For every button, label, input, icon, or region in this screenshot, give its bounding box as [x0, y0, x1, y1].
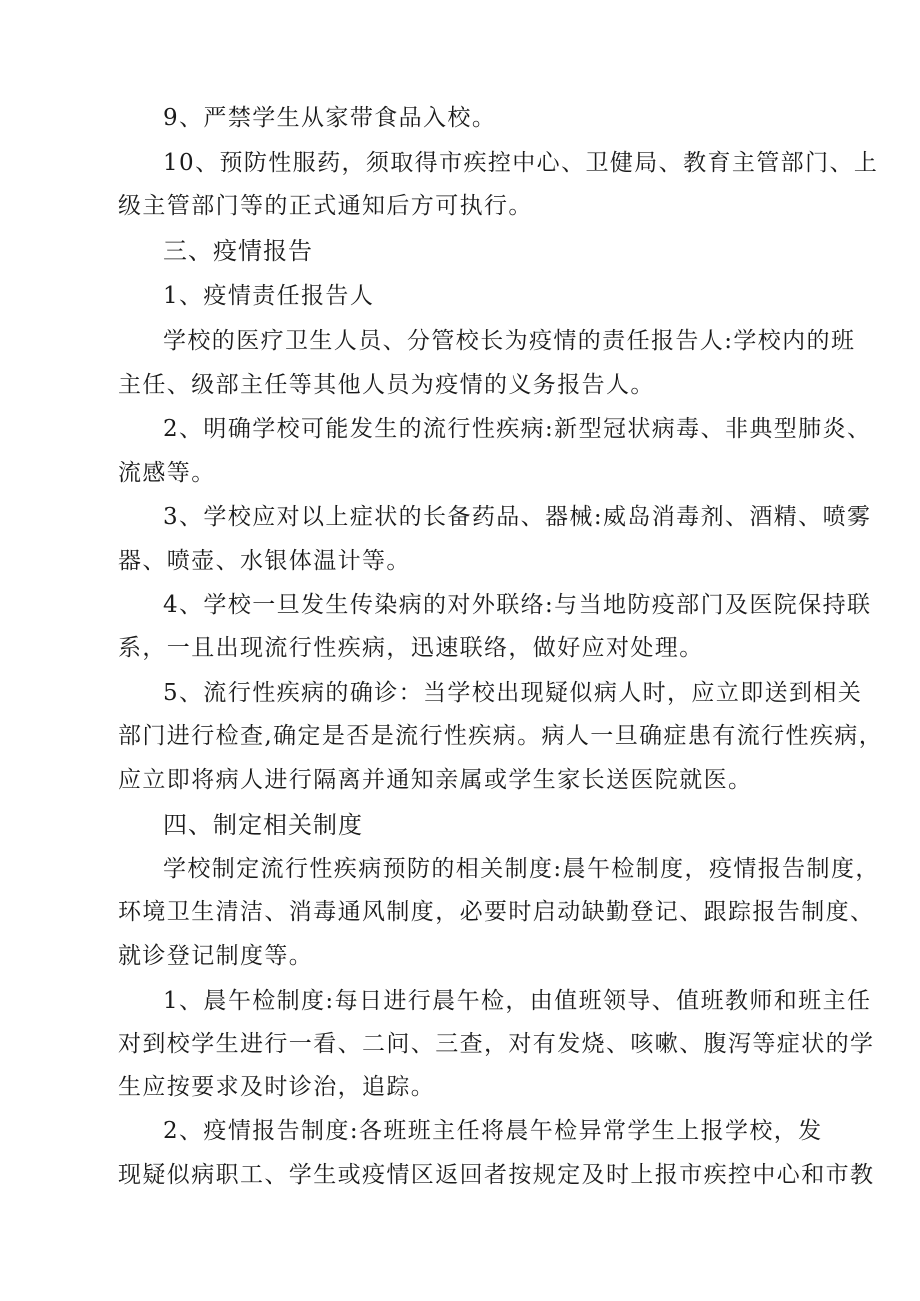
item-3-line-2: 器、喷壶、水银体温计等。 [118, 548, 411, 574]
rule-2-line-1: 2、疫情报告制度:各班班主任将晨午检异常学生上报学校，发 [163, 1118, 823, 1144]
item-2-line-1: 2、明确学校可能发生的流行性疾病:新型冠状病毒、非典型肺炎、 [163, 416, 872, 442]
paragraph-system-line-2: 环境卫生清洁、消毒通风制度，必要时启动缺勤登记、跟踪报告制度、 [118, 899, 875, 925]
item-10-line-2: 级主管部门等的正式通知后方可执行。 [118, 193, 533, 219]
rule-2-line-2: 现疑似病职工、学生或疫情区返回者按规定及时上报市疾控中心和市教 [118, 1162, 875, 1188]
rule-1-line-2: 对到校学生进行一看、二问、三查，对有发烧、咳嗽、腹泻等症状的学 [118, 1031, 875, 1057]
item-2-line-2: 流感等。 [118, 460, 216, 486]
item-4-line-2: 系，一且出现流行性疾病，迅速联络，做好应对处理。 [118, 635, 704, 661]
paragraph-system-line-1: 学校制定流行性疾病预防的相关制度:晨午检制度，疫情报告制度， [163, 856, 880, 882]
item-5-line-2: 部门进行检查,确定是否是流行性疾病。病人一旦确症患有流行性疾病， [118, 723, 884, 749]
rule-1-line-1: 1、晨午检制度:每日进行晨午检，由值班领导、值班教师和班主任 [163, 988, 872, 1014]
item-3-line-1: 3、学校应对以上症状的长备药品、器械:威岛消毒剂、酒精、喷雾 [163, 504, 872, 530]
item-9: 9、严禁学生从家带食品入校。 [163, 105, 497, 131]
rule-1-line-3: 生应按要求及时诊治，追踪。 [118, 1074, 436, 1100]
paragraph-reporter-line-2: 主任、级部主任等其他人员为疫情的义务报告人。 [118, 372, 655, 398]
item-5-line-1: 5、流行性疾病的确诊：当学校出现疑似病人时，应立即送到相关 [163, 680, 863, 706]
paragraph-reporter-line-1: 学校的医疗卫生人员、分管校长为疫情的责任报告人:学校内的班 [163, 328, 856, 354]
item-4-line-1: 4、学校一旦发生传染病的对外联络:与当地防疫部门及医院保持联 [163, 592, 872, 618]
item-5-line-3: 应立即将病人进行隔离并通知亲属或学生家长送医院就医。 [118, 767, 753, 793]
section-heading-4: 四、制定相关制度 [163, 811, 363, 839]
item-10-line-1: 10、预防性服药，须取得市疾控中心、卫健局、教育主管部门、上 [163, 150, 879, 176]
section-heading-3: 三、疫情报告 [163, 237, 313, 265]
paragraph-system-line-3: 就诊登记制度等。 [118, 943, 314, 969]
subheading-responsible-reporter: 1、疫情责任报告人 [163, 283, 375, 309]
